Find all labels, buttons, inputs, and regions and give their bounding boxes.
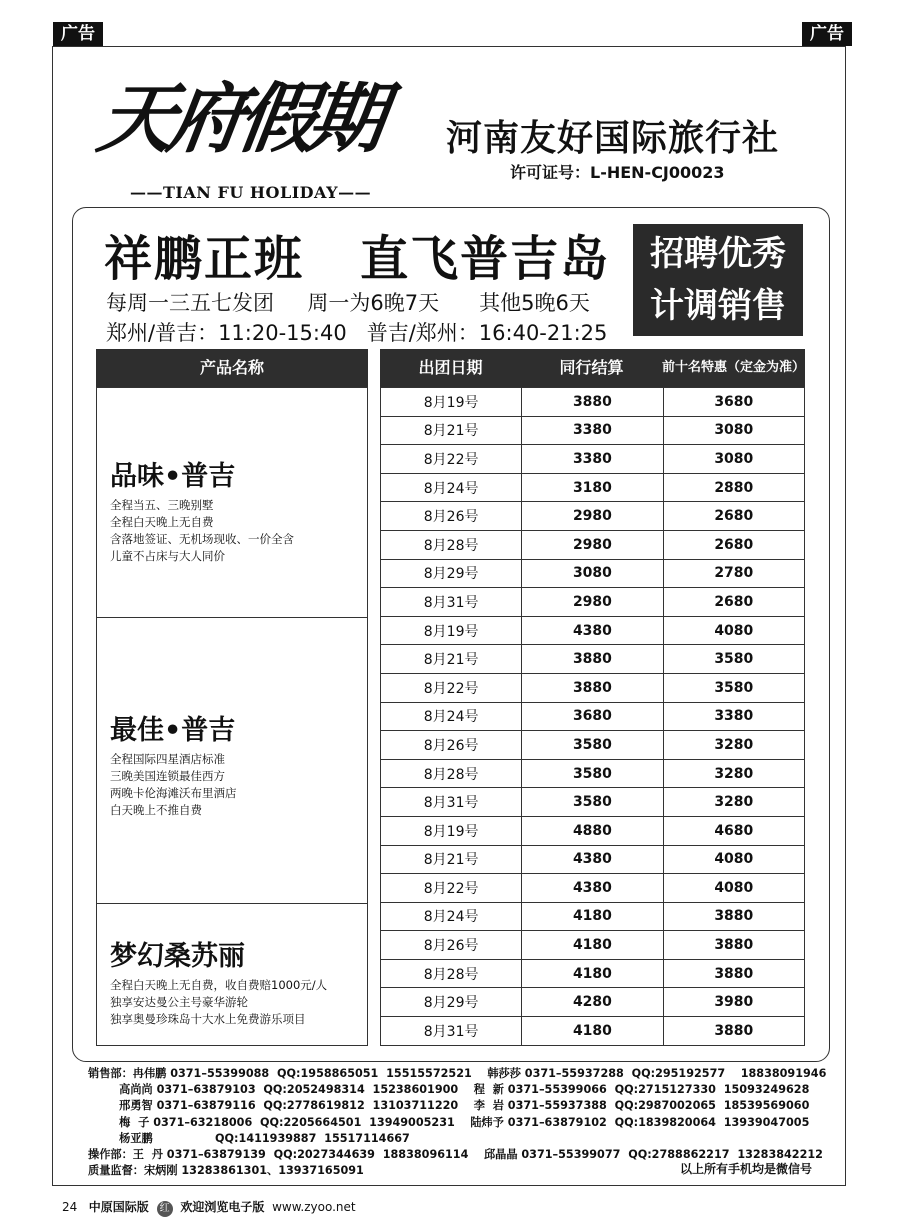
recruit-line-2: 计调销售 bbox=[650, 286, 786, 326]
cell-peer-price: 3180 bbox=[522, 473, 663, 502]
product-desc-line: 全程白天晚上无自费 bbox=[110, 515, 214, 529]
table-row bbox=[381, 445, 805, 474]
cell-peer-price: 3580 bbox=[522, 759, 663, 788]
agency-name: 河南友好国际旅行社 bbox=[446, 118, 780, 159]
header-price-group bbox=[380, 349, 805, 387]
cell-date: 8月29号 bbox=[381, 559, 522, 588]
cell-peer-price: 3580 bbox=[522, 788, 663, 817]
cell-early-price: 3580 bbox=[663, 673, 804, 702]
table-row bbox=[381, 530, 805, 559]
cell-date: 8月28号 bbox=[381, 959, 522, 988]
cell-date: 8月26号 bbox=[381, 502, 522, 531]
logo-script: 天府假期 bbox=[92, 74, 386, 163]
table-row bbox=[381, 673, 805, 702]
cell-peer-price: 3880 bbox=[522, 673, 663, 702]
page-footer bbox=[62, 1198, 356, 1217]
cell-early-price: 3880 bbox=[663, 931, 804, 960]
cell-early-price: 4080 bbox=[663, 616, 804, 645]
contact-row: 杨亚鹏 QQ:1411939887 15517114667 bbox=[88, 1131, 410, 1145]
cell-date: 8月19号 bbox=[381, 388, 522, 417]
contact-row: 操作部：王 丹 0371–63879139 QQ:2027344639 18838096114 邱晶晶 0371–55399077 QQ:2788862217 13283842212 bbox=[88, 1148, 823, 1162]
cell-peer-price: 2980 bbox=[522, 588, 663, 617]
contact-row: 高尚尚 0371–63879103 QQ:2052498314 15238601900 程 新 0371–55399066 QQ:2715127330 15093249628 bbox=[88, 1083, 810, 1097]
product-name: 梦幻桑苏丽 bbox=[110, 941, 245, 972]
table-row bbox=[381, 931, 805, 960]
cell-peer-price: 4180 bbox=[522, 931, 663, 960]
cell-peer-price: 4180 bbox=[522, 959, 663, 988]
website-link[interactable]: www.zyoo.net bbox=[272, 1200, 356, 1214]
cell-early-price: 3280 bbox=[663, 788, 804, 817]
cell-peer-price: 4380 bbox=[522, 874, 663, 903]
product-desc-line: 全程国际四星酒店标准 bbox=[110, 752, 225, 766]
ad-label-left: 广告 bbox=[53, 22, 103, 46]
edition-name: 中原国际版 bbox=[88, 1200, 149, 1214]
product-name: 品味•普吉 bbox=[110, 461, 236, 492]
table-row bbox=[381, 788, 805, 817]
cell-early-price: 3980 bbox=[663, 988, 804, 1017]
cell-date: 8月21号 bbox=[381, 416, 522, 445]
cell-peer-price: 4880 bbox=[522, 816, 663, 845]
table-row bbox=[381, 416, 805, 445]
table-row bbox=[381, 388, 805, 417]
product-desc-line: 儿童不占床与大人同价 bbox=[110, 549, 225, 563]
product-desc-line: 两晚卡伦海滩沃布里酒店 bbox=[110, 786, 237, 800]
cell-peer-price: 2980 bbox=[522, 530, 663, 559]
cell-date: 8月28号 bbox=[381, 759, 522, 788]
header-peer: 同行结算 bbox=[559, 358, 624, 377]
cell-date: 8月31号 bbox=[381, 588, 522, 617]
cell-date: 8月31号 bbox=[381, 1017, 522, 1046]
cell-early-price: 3880 bbox=[663, 902, 804, 931]
product-block-2 bbox=[96, 617, 368, 904]
table-row bbox=[381, 845, 805, 874]
table-row bbox=[381, 645, 805, 674]
cell-date: 8月24号 bbox=[381, 902, 522, 931]
product-desc-line: 白天晚上不推自费 bbox=[110, 803, 202, 817]
table-row bbox=[381, 759, 805, 788]
cell-date: 8月22号 bbox=[381, 874, 522, 903]
browse-text: 欢迎浏览电子版 bbox=[180, 1200, 265, 1214]
cell-peer-price: 3380 bbox=[522, 416, 663, 445]
cell-early-price: 4680 bbox=[663, 816, 804, 845]
flight-times: 郑州/普吉：11:20-15:40 普吉/郑州：16:40-21:25 bbox=[106, 321, 608, 345]
contact-row: 销售部：冉伟鹏 0371–55399088 QQ:1958865051 15515572521 韩莎莎 0371–55937288 QQ:295192577 18838091946 bbox=[88, 1067, 827, 1080]
license-number: 许可证号：L-HEN-CJ00023 bbox=[510, 163, 725, 182]
table-row bbox=[381, 874, 805, 903]
cell-peer-price: 4180 bbox=[522, 1017, 663, 1046]
edition-badge: 红 bbox=[157, 1201, 173, 1217]
cell-early-price: 2680 bbox=[663, 530, 804, 559]
cell-early-price: 4080 bbox=[663, 874, 804, 903]
page-number: 24 bbox=[62, 1200, 78, 1214]
contact-row: 邢勇智 0371–63879116 QQ:2778619812 13103711220 李 岩 0371–55937388 QQ:2987002065 18539569060 bbox=[88, 1099, 810, 1113]
table-row bbox=[381, 1017, 805, 1046]
cell-date: 8月19号 bbox=[381, 616, 522, 645]
cell-peer-price: 4380 bbox=[522, 616, 663, 645]
cell-peer-price: 3880 bbox=[522, 388, 663, 417]
cell-early-price: 2880 bbox=[663, 473, 804, 502]
cell-date: 8月26号 bbox=[381, 931, 522, 960]
cell-peer-price: 4180 bbox=[522, 902, 663, 931]
recruit-badge bbox=[633, 224, 803, 336]
cell-peer-price: 4380 bbox=[522, 845, 663, 874]
product-name: 最佳•普吉 bbox=[110, 715, 236, 746]
cell-date: 8月24号 bbox=[381, 702, 522, 731]
table-row bbox=[381, 902, 805, 931]
product-desc-line: 三晚美国连锁最佳西方 bbox=[110, 769, 225, 783]
ad-label-right: 广告 bbox=[802, 22, 852, 46]
table-row bbox=[381, 588, 805, 617]
cell-early-price: 3280 bbox=[663, 731, 804, 760]
table-row bbox=[381, 816, 805, 845]
table-row bbox=[381, 988, 805, 1017]
cell-peer-price: 3680 bbox=[522, 702, 663, 731]
cell-date: 8月22号 bbox=[381, 673, 522, 702]
wechat-note: 以上所有手机均是微信号 bbox=[680, 1162, 813, 1176]
cell-date: 8月29号 bbox=[381, 988, 522, 1017]
contact-row: 质量监督：宋炳刚 13283861301、13937165091 bbox=[88, 1164, 364, 1178]
table-row bbox=[381, 616, 805, 645]
cell-early-price: 3380 bbox=[663, 702, 804, 731]
product-desc-line: 独享奥曼珍珠岛十大水上免费游乐项目 bbox=[110, 1012, 306, 1026]
cell-peer-price: 3580 bbox=[522, 731, 663, 760]
cell-peer-price: 3880 bbox=[522, 645, 663, 674]
cell-early-price: 2780 bbox=[663, 559, 804, 588]
cell-date: 8月26号 bbox=[381, 731, 522, 760]
cell-early-price: 3080 bbox=[663, 416, 804, 445]
cell-date: 8月31号 bbox=[381, 788, 522, 817]
headline: 祥鹏正班 直飞普吉岛 bbox=[104, 231, 611, 287]
cell-early-price: 3880 bbox=[663, 959, 804, 988]
cell-date: 8月24号 bbox=[381, 473, 522, 502]
logo-subtitle: ——TIAN FU HOLIDAY—— bbox=[130, 183, 372, 202]
table-row bbox=[381, 559, 805, 588]
cell-early-price: 3580 bbox=[663, 645, 804, 674]
cell-date: 8月21号 bbox=[381, 645, 522, 674]
cell-peer-price: 3380 bbox=[522, 445, 663, 474]
cell-date: 8月28号 bbox=[381, 530, 522, 559]
recruit-line-1: 招聘优秀 bbox=[650, 234, 786, 274]
table-row bbox=[381, 502, 805, 531]
cell-early-price: 3680 bbox=[663, 388, 804, 417]
price-table bbox=[380, 387, 805, 1046]
header-date: 出团日期 bbox=[418, 358, 483, 377]
cell-peer-price: 4280 bbox=[522, 988, 663, 1017]
cell-early-price: 3880 bbox=[663, 1017, 804, 1046]
cell-early-price: 2680 bbox=[663, 502, 804, 531]
cell-early-price: 4080 bbox=[663, 845, 804, 874]
cell-date: 8月21号 bbox=[381, 845, 522, 874]
cell-early-price: 3080 bbox=[663, 445, 804, 474]
product-desc-line: 全程当五、三晚别墅 bbox=[110, 498, 214, 512]
schedule-line: 每周一三五七发团 周一为6晚7天 其他5晚6天 bbox=[106, 291, 590, 315]
product-desc-line: 全程白天晚上无自费，收自费赔1000元/人 bbox=[110, 978, 328, 992]
product-desc-line: 独享安达曼公主号豪华游轮 bbox=[110, 995, 248, 1009]
cell-date: 8月19号 bbox=[381, 816, 522, 845]
header-product: 产品名称 bbox=[96, 349, 368, 387]
cell-peer-price: 2980 bbox=[522, 502, 663, 531]
header-early: 前十名特惠（定金为准） bbox=[662, 360, 806, 375]
table-row bbox=[381, 959, 805, 988]
table-row bbox=[381, 731, 805, 760]
cell-early-price: 2680 bbox=[663, 588, 804, 617]
product-desc-line: 含落地签证、无机场现收、一价全含 bbox=[110, 532, 294, 546]
cell-peer-price: 3080 bbox=[522, 559, 663, 588]
contact-row: 梅 子 0371–63218006 QQ:2205664501 13949005231 陆炜予 0371–63879102 QQ:1839820064 13939047005 bbox=[88, 1115, 810, 1129]
cell-date: 8月22号 bbox=[381, 445, 522, 474]
table-row bbox=[381, 473, 805, 502]
cell-early-price: 3280 bbox=[663, 759, 804, 788]
product-block-1 bbox=[96, 387, 368, 618]
table-row bbox=[381, 702, 805, 731]
product-block-3 bbox=[96, 903, 368, 1046]
